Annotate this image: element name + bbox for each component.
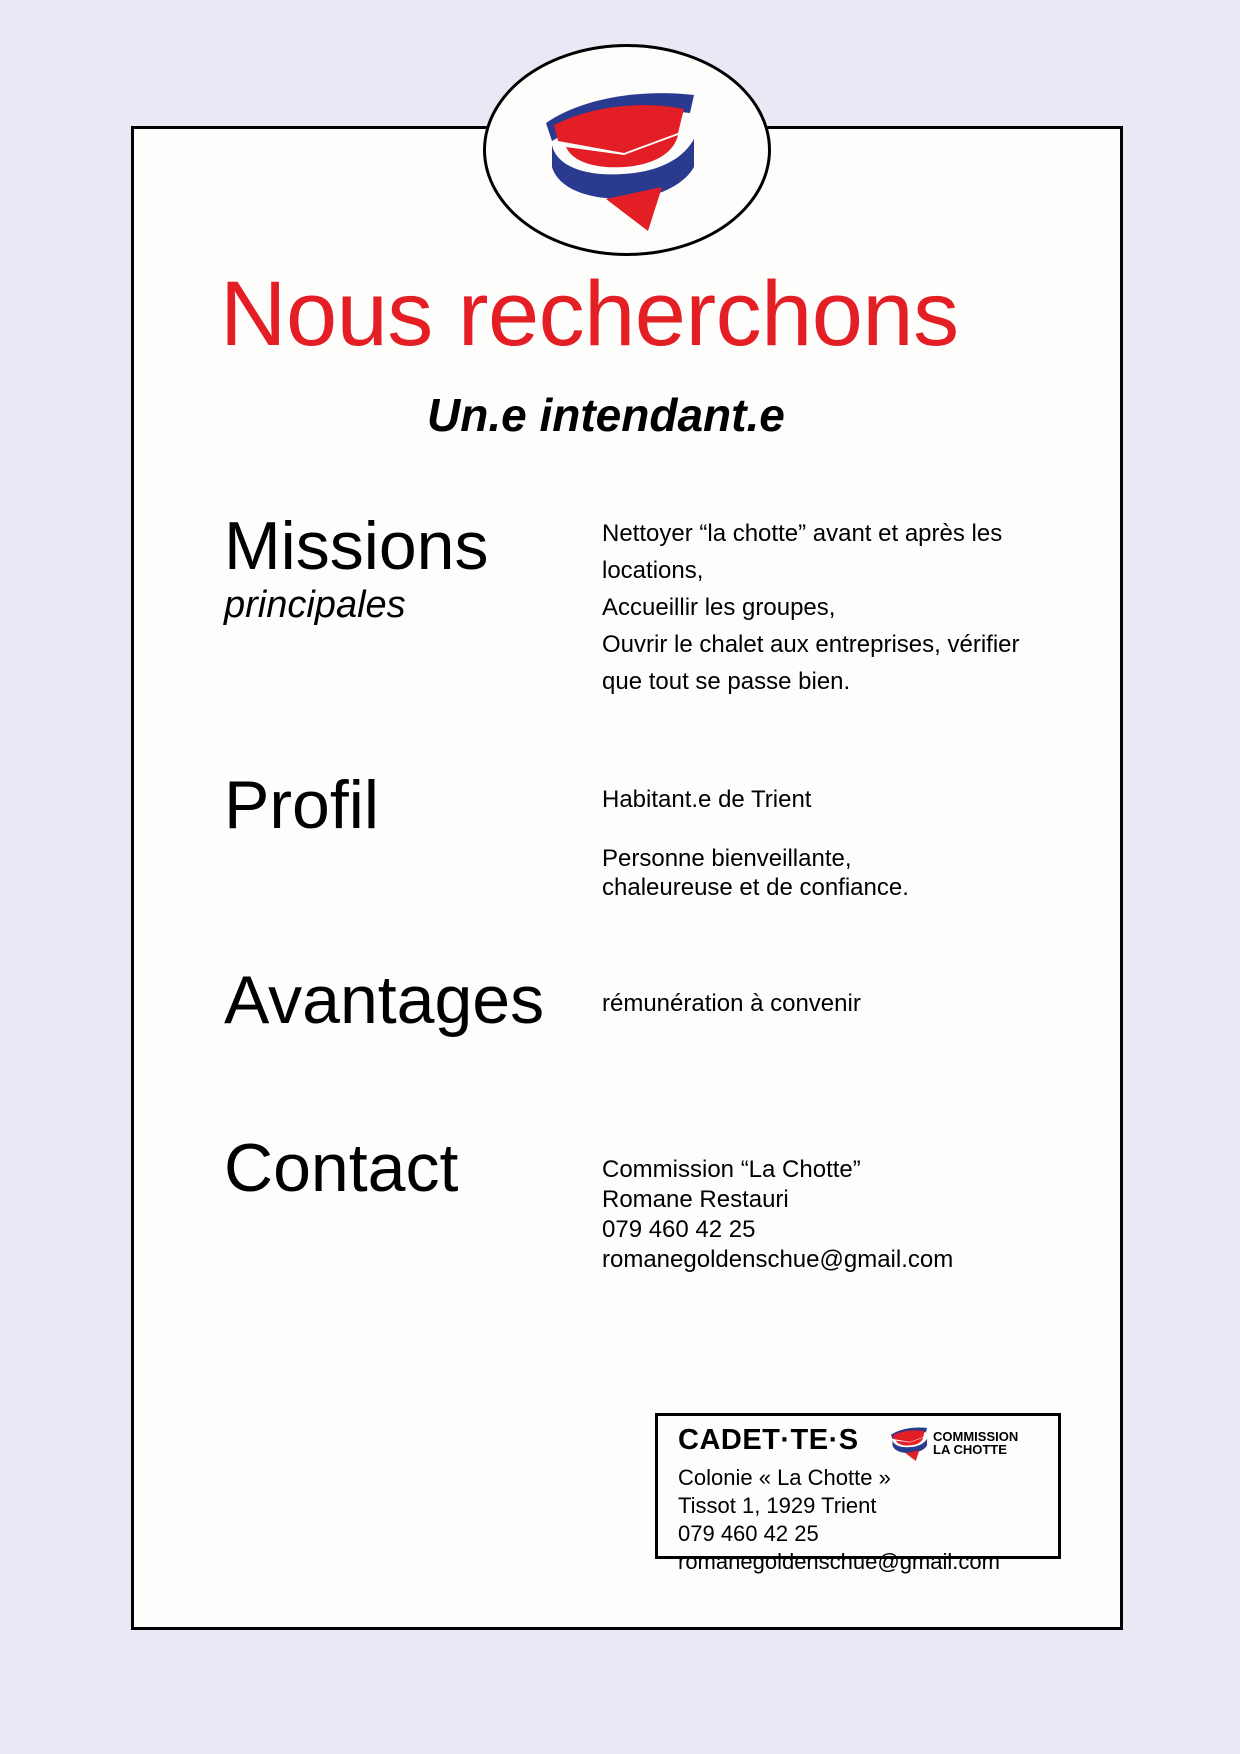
missions-line: Accueillir les groupes, [602,594,836,621]
contact-line: Romane Restauri [602,1186,789,1213]
profil-description [602,844,909,902]
missions-subheading: principales [224,584,406,626]
footer-commission-line: COMMISSION [933,1429,1019,1444]
profil-line: Habitant.e de Trient [602,786,812,813]
avantages-line: rémunération à convenir [602,990,861,1017]
contact-text [602,1155,953,1275]
footer-address [678,1464,1000,1576]
missions-text [602,515,1020,700]
footer-line: Colonie « La Chotte » [678,1465,891,1490]
footer-line: Tissot 1, 1929 Trient [678,1493,877,1518]
missions-line: locations, [602,557,704,584]
profil-line: Personne bienveillante, [602,845,852,872]
contact-email[interactable]: romanegoldenschue@gmail.com [602,1246,954,1273]
contact-heading: Contact [224,1130,459,1206]
missions-line: que tout se passe bien. [602,668,851,695]
footer-address-box [655,1413,1061,1574]
footer-line: 079 460 42 25 [678,1521,819,1546]
contact-line: Commission “La Chotte” [602,1156,861,1183]
profil-line: chaleureuse et de confiance. [602,874,909,901]
footer-brand: CADET·TE·S [678,1424,859,1456]
avantages-heading: Avantages [224,962,545,1038]
page-title: Nous recherchons [220,263,959,365]
page-subtitle: Un.e intendant.e [427,389,785,441]
missions-line: Ouvrir le chalet aux entreprises, vérifier [602,631,1020,658]
logo-oval [483,44,771,256]
profil-heading: Profil [224,767,379,843]
missions-heading: Missions [224,508,489,584]
footer-commission-line: LA CHOTTE [933,1442,1007,1457]
contact-line: 079 460 42 25 [602,1216,756,1243]
footer-email[interactable]: romanegoldenschue@gmail.com [678,1549,1000,1574]
missions-line: Nettoyer “la chotte” avant et après les [602,520,1003,547]
footer-commission-label [933,1430,1018,1456]
cadets-ribbon-logo-icon [890,1425,930,1461]
cadets-ribbon-logo-icon [544,83,704,231]
